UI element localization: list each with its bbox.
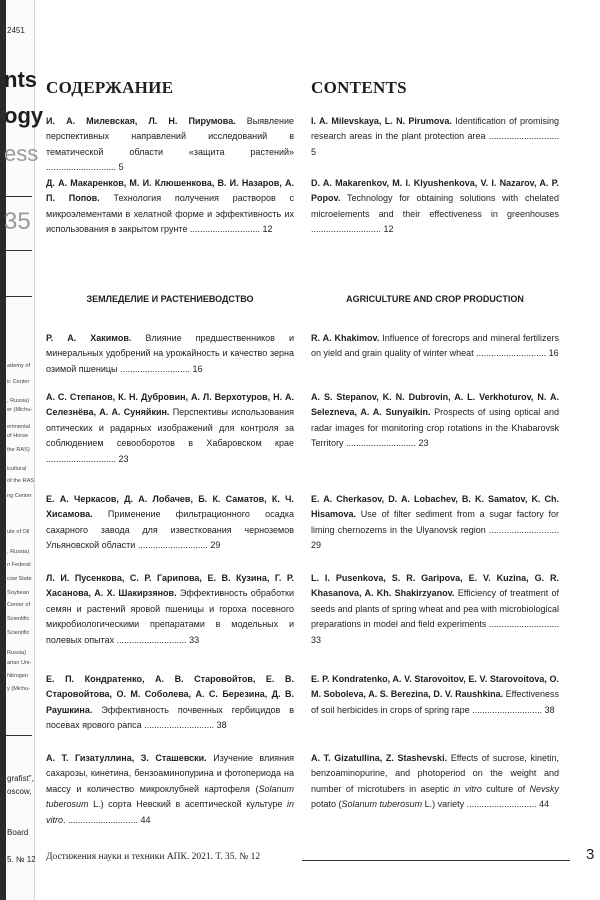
toc-entry (311, 672, 559, 718)
entry-authors: E. P. Kondratenko, A. V. Starovoitov, E. V. Starovoitova, O. M. Soboleva, A. S. Berezina, D. V. Raushkina. (311, 674, 559, 700)
dot-leader: ............................ (117, 363, 193, 374)
previous-page-strip (4, 0, 44, 900)
entry-authors: Л. И. Пусенкова, С. Р. Гарипова, Е. В. Кузина, Г. Р. Хасанова, А. Х. Шакирзянов. (46, 573, 294, 599)
toc-entry (311, 390, 559, 452)
entry-authors: D. A. Makarenkov, M. I. Klyushenkova, V. I. Nazarov, A. P. Popov. (311, 178, 559, 204)
strip-bottom-4: 5. № 12 (7, 855, 36, 864)
entry-page-number: 44 (140, 814, 151, 825)
russian-section-heading: ЗЕМЛЕДЕЛИЕ И РАСТЕНИЕВОДСТВО (86, 294, 254, 304)
entry-title-italic: Solanum tuberosum (46, 783, 294, 810)
toc-entry (46, 331, 294, 377)
entry-page-number: 33 (311, 634, 322, 645)
strip-bottom-1: grafist", (7, 774, 34, 783)
entry-title: Technology for obtaining solutions with chelated microelements and their effectiveness in greenhouses (311, 193, 559, 219)
entry-page-number: 38 (544, 704, 555, 715)
entry-authors: Д. А. Макаренков, М. И. Клюшенкова, В. И. Назаров, А. П. Попов. (46, 178, 294, 204)
strip-affiliation-fragment: Scientific (7, 616, 30, 622)
toc-entry (46, 571, 294, 648)
entry-authors: Е. П. Кондратенко, А. В. Старовойтов, Е. В. Старовойтова, О. М. Соболева, А. С. Березина, Д. В. Раушкина. (46, 674, 294, 715)
strip-affiliation-fragment: Scientific (7, 630, 30, 636)
entry-title: Efficiency of treatment of seeds and plants of spring wheat and pea with microbiological preparations in model and field experiments (311, 588, 559, 630)
dot-leader: ............................ (135, 540, 211, 551)
entry-authors: I. A. Milevskaya, L. N. Pirumova. (311, 116, 452, 126)
entry-authors: A. T. Gizatullina, Z. Stashevski. (311, 753, 448, 763)
strip-rule (6, 296, 32, 297)
strip-affiliation-fragment: Russia) (7, 650, 26, 656)
strip-affiliation-fragment: of the RAS (7, 478, 35, 484)
strip-affiliation-fragment: erimental (7, 424, 31, 430)
strip-affiliation-fragment: arian Uni- (7, 660, 32, 666)
toc-entry (46, 672, 294, 734)
toc-entry (46, 176, 294, 238)
entry-page-number: 12 (383, 224, 394, 235)
entry-authors: R. A. Khakimov. (311, 333, 380, 343)
entry-page-number: 5 (311, 146, 317, 157)
entry-title: Prospects of using optical and radar images for monitoring crop rotations in the Khabarovsk Territory (311, 407, 560, 449)
strip-affiliation-fragment: , Russia) (7, 549, 30, 555)
strip-affiliation-fragment: ute of Oil (7, 529, 30, 535)
dot-leader: ............................ (485, 524, 559, 535)
dot-leader: ............................ (187, 224, 263, 235)
english-column (311, 78, 559, 111)
strip-title-3: ess (4, 141, 39, 166)
strip-rule (6, 735, 32, 736)
english-heading: CONTENTS (311, 78, 407, 97)
entry-title: Effects of sucrose, kinetin, benzoaminopurine, and photoperiod on the weight and number of microtubers in aseptic (311, 753, 559, 794)
dot-leader: ............................ (469, 704, 545, 715)
toc-entry (311, 751, 559, 813)
strip-affiliation-fragment: ic Center (7, 379, 30, 385)
entry-title: culture of (481, 783, 530, 794)
strip-affiliation-fragment: er (Michu- (7, 407, 33, 413)
dot-leader: ............................ (343, 438, 419, 449)
entry-authors: А. С. Степанов, К. Н. Дубровин, А. Л. Верхотуров, Н. А. Селезнёва, А. А. Суняйкин. (46, 392, 294, 418)
entry-authors: E. A. Cherkasov, D. A. Lobachev, B. K. Samatov, K. Ch. Hisamova. (311, 494, 559, 520)
dot-leader: ............................ (485, 131, 560, 142)
strip-affiliation-fragment: y (Michu- (7, 686, 30, 692)
entry-title-italic: Solanum tuberosum (341, 799, 423, 810)
footer-rule (302, 860, 570, 861)
entry-title: Эффективность почвенных гербицидов в посевах ярового рапса (46, 704, 294, 731)
strip-affiliation-fragment: icultural (7, 466, 27, 472)
entry-page-number: 33 (189, 634, 200, 645)
dot-leader: ............................ (473, 348, 549, 359)
dot-leader: ............................ (486, 619, 560, 630)
entry-page-number: 44 (539, 799, 550, 810)
toc-entry (46, 114, 294, 176)
dot-leader: ............................ (46, 453, 119, 464)
toc-entry (311, 114, 559, 160)
strip-affiliation-fragment: Center of (7, 602, 31, 608)
strip-affiliation-fragment: Nitrogen (7, 673, 29, 679)
strip-code: 2451 (7, 26, 25, 35)
strip-bottom-3: Board (7, 828, 29, 837)
entry-title: Выявление перспективных направлений исследований в тематической области «защита растений» (46, 116, 294, 157)
page-number: 3 (586, 846, 595, 863)
dot-leader: ............................ (65, 814, 141, 825)
strip-volume: 35 (4, 208, 31, 235)
entry-title: Технология получения растворов с микроэлементами в хелатной форме и эффективность их использования в закрытом грунте (46, 193, 295, 235)
entry-title-italic: in vitro (453, 783, 482, 794)
russian-heading: СОДЕРЖАНИЕ (46, 78, 174, 97)
entry-title: L.) variety (422, 799, 465, 810)
entry-title-italic: in vitro (46, 799, 294, 825)
entry-page-number: 29 (210, 540, 221, 551)
strip-title-1: nts (4, 67, 37, 92)
strip-title-2: ogy (4, 103, 44, 128)
strip-rule (6, 250, 32, 251)
entry-title: Influence of forecrops and mineral fertilizers on yield and grain quality of winter wheat (311, 333, 559, 359)
strip-affiliation-fragment: ng Center (7, 493, 32, 499)
english-section-heading: AGRICULTURE AND CROP PRODUCTION (346, 294, 524, 304)
strip-bottom-2: oscow, (7, 787, 32, 796)
toc-entry (311, 331, 559, 362)
strip-affiliation-fragment: ademy of (7, 363, 31, 369)
dot-leader: ............................ (141, 720, 217, 731)
entry-page-number: 23 (118, 453, 129, 464)
entry-authors: А. Т. Гизатуллина, З. Сташевски. (46, 753, 207, 763)
russian-column (46, 78, 294, 111)
entry-title: Effectiveness of soil herbicides in crops of spring rape (311, 689, 559, 715)
journal-footer: Достижения науки и техники АПК. 2021. Т. 35. № 12 (46, 852, 261, 862)
entry-page-number: 29 (311, 540, 322, 551)
dot-leader: ............................ (114, 634, 190, 645)
toc-entry (311, 492, 559, 554)
dot-leader: ............................ (311, 224, 384, 235)
entry-title: Применение фильтрационного осадка сахарного завода для известкования черноземов Ульяновской области (46, 509, 294, 551)
entry-page-number: 5 (118, 162, 124, 173)
entry-authors: Р. А. Хакимов. (46, 333, 132, 343)
strip-rule (6, 196, 32, 197)
entry-page-number: 23 (418, 438, 429, 449)
entry-page-number: 16 (548, 348, 559, 359)
entry-page-number: 38 (216, 720, 227, 731)
toc-entry (311, 571, 559, 648)
entry-authors: Е. А. Черкасов, Д. А. Лобачев, Б. К. Саматов, К. Ч. Хисамова. (46, 494, 294, 520)
entry-title: Identification of promising research areas in the plant protection area (311, 116, 559, 142)
toc-entry (46, 390, 294, 467)
entry-title-italic: Nevsky (529, 783, 559, 794)
strip-affiliation-fragment: of Horse (7, 433, 29, 439)
strip-affiliation-fragment: n Federal (7, 562, 31, 568)
toc-entry (46, 492, 294, 554)
contents-page (34, 0, 600, 900)
entry-title: Перспективы использования оптических и радарных изображений для контроля за соблюдением севооборотов в Хабаровском крае (46, 407, 294, 449)
strip-affiliation-fragment: the RAS) (7, 447, 30, 453)
toc-entry (46, 751, 294, 828)
entry-title: Влияние предшественников и минеральных удобрений на урожайность и качество зерна озимой пшеницы (46, 333, 295, 374)
strip-affiliation-fragment: , Russia) (7, 398, 30, 404)
strip-affiliation-fragment: cow State (7, 576, 32, 582)
dot-leader: ............................ (46, 162, 119, 173)
entry-authors: И. А. Милевская, Л. Н. Пирумова. (46, 116, 236, 126)
entry-title: Эффективность обработки семян и растений яровой пшеницы и гороха посевного микробиологическими препаратами в модельных и полевых опытах (46, 588, 294, 645)
dot-leader: ............................ (464, 799, 540, 810)
entry-page-number: 12 (262, 224, 273, 235)
strip-affiliation-fragment: Soybean (7, 590, 30, 596)
entry-title: . (63, 814, 66, 825)
entry-title: Use of filter sediment from a sugar factory for liming chernozems in the Ulyanovsk region (311, 509, 559, 535)
entry-authors: L. I. Pusenkova, S. R. Garipova, E. V. Kuzina, G. R. Khasanova, A. Kh. Shakirzyanov. (311, 573, 559, 599)
entry-title: Изучение влияния сахарозы, кинетина, бензоаминопурина и фотопериода на массу и количество микроклубней картофеля ( (46, 753, 294, 794)
entry-page-number: 16 (192, 363, 203, 374)
entry-authors: A. S. Stepanov, K. N. Dubrovin, A. L. Verkhoturov, N. A. Selezneva, A. A. Sunyaikin. (311, 392, 559, 418)
entry-title: potato ( (311, 799, 342, 810)
toc-entry (311, 176, 559, 238)
entry-title: L.) сорта Невский в асептической культуре (88, 799, 287, 810)
